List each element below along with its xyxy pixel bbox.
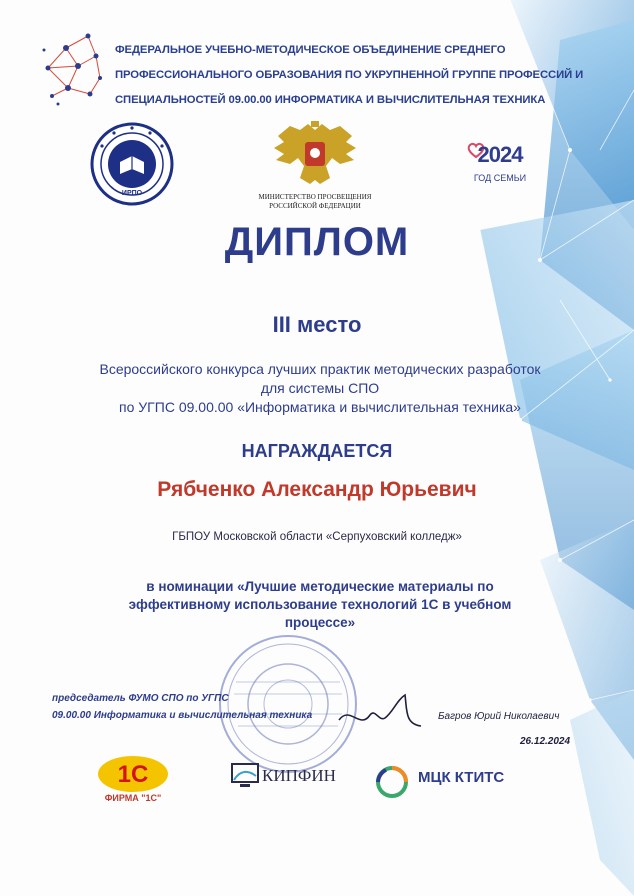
awarded-label: НАГРАЖДАЕТСЯ bbox=[241, 441, 393, 461]
year-caption: ГОД СЕМЬИ bbox=[473, 173, 527, 183]
onec-logo bbox=[96, 754, 170, 794]
issuer-line-1: ФЕДЕРАЛЬНОЕ УЧЕБНО-МЕТОДИЧЕСКОЕ ОБЪЕДИНЕНИЕ СРЕДНЕГО bbox=[115, 44, 506, 56]
issue-date: 26.12.2024 bbox=[520, 736, 571, 747]
kipfin-monitor-icon bbox=[230, 762, 262, 790]
ministry-caption bbox=[240, 193, 390, 211]
double-headed-eagle-icon bbox=[270, 120, 360, 192]
mck-logo: МЦК КТИТС bbox=[418, 769, 505, 786]
contest-description bbox=[40, 360, 600, 417]
place-award: III место bbox=[272, 312, 362, 337]
signer-role-line-2: 09.00.00 Информатика и вычислительная техника bbox=[52, 710, 313, 721]
issuer-line-2: ПРОФЕССИОНАЛЬНОГО ОБРАЗОВАНИЯ ПО УКРУПНЕННОЙ ГРУППЕ ПРОФЕССИЙ И bbox=[115, 69, 584, 81]
kipfin-logo: КИПФИН bbox=[262, 766, 336, 785]
year-number: 2024 bbox=[477, 142, 523, 167]
mck-ring-icon bbox=[372, 764, 412, 800]
signer-name: Багров Юрий Николаевич bbox=[438, 711, 560, 722]
contest-line-1: Всероссийского конкурса лучших практик методических разработок bbox=[99, 361, 541, 377]
issuer-header bbox=[115, 38, 615, 113]
network-sphere-icon bbox=[38, 28, 108, 110]
nomination bbox=[70, 578, 570, 632]
diploma-title: ДИПЛОМ bbox=[224, 220, 410, 264]
irpo-label: ИРПО bbox=[121, 190, 143, 197]
nomination-line-3: процессе» bbox=[284, 615, 356, 630]
contest-line-2: для системы СПО bbox=[260, 380, 380, 396]
contest-line-3: по УГПС 09.00.00 «Информатика и вычислительная техника» bbox=[119, 399, 521, 415]
onec-caption: ФИРМА "1С" bbox=[104, 793, 162, 803]
signer-role-line-1: председатель ФУМО СПО по УГПС bbox=[52, 693, 229, 704]
recipient-organization: ГБПОУ Московской области «Серпуховский колледж» bbox=[172, 531, 462, 543]
issuer-line-3: СПЕЦИАЛЬНОСТЕЙ 09.00.00 ИНФОРМАТИКА И ВЫЧИСЛИТЕЛЬНАЯ ТЕХНИКА bbox=[115, 94, 546, 106]
nomination-line-2: эффективному использование технологий 1С в учебном bbox=[128, 597, 512, 612]
recipient-name: Рябченко Александр Юрьевич bbox=[157, 478, 477, 501]
onec-logo-text: 1С bbox=[117, 761, 149, 788]
signer-role bbox=[52, 690, 352, 724]
nomination-line-1: в номинации «Лучшие методические материалы по bbox=[146, 579, 494, 594]
ministry-line-2: РОССИЙСКОЙ ФЕДЕРАЦИИ bbox=[269, 202, 361, 210]
ministry-line-1: МИНИСТЕРСТВО ПРОСВЕЩЕНИЯ bbox=[258, 193, 372, 201]
